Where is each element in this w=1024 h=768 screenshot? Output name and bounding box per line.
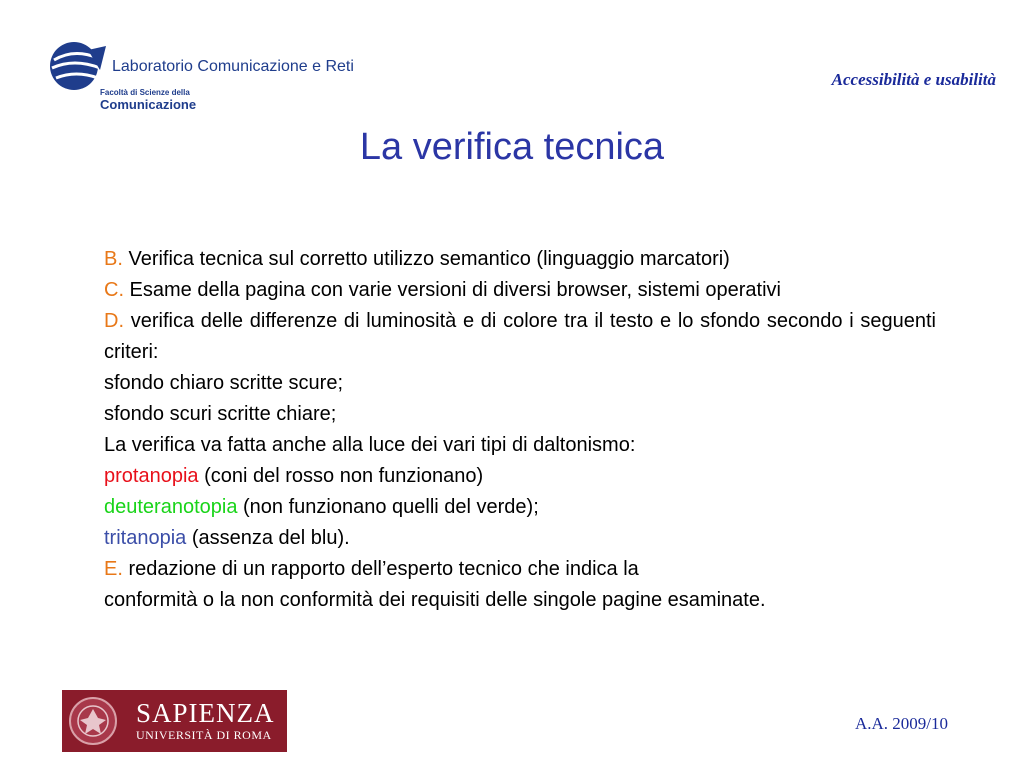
slide-content: [104, 244, 936, 616]
tritanopia-line: [104, 523, 936, 554]
academic-year: A.A. 2009/10: [854, 714, 948, 733]
item-c: [104, 275, 936, 306]
protanopia-desc: (coni del rosso non funzionano): [198, 465, 484, 487]
protanopia-line: [104, 461, 936, 492]
item-d: [104, 306, 936, 368]
item-d-letter: D.: [104, 310, 124, 332]
item-d-text: verifica delle differenze di luminosità e di colore tra il testo e lo sfondo secondo i seguenti criteri:: [104, 310, 936, 363]
globe-logo-icon: [48, 40, 106, 92]
item-b: [104, 244, 936, 275]
lab-logo: [48, 40, 448, 120]
protanopia-term: protanopia: [104, 465, 199, 487]
lab-name: Laboratorio Comunicazione e Reti: [112, 58, 354, 75]
deuteranotopia-term: deuteranotopia: [104, 496, 238, 518]
faculty-line2: Comunicazione: [100, 97, 197, 112]
sapienza-seal-icon: [68, 696, 118, 746]
item-e: [104, 554, 936, 585]
deuteranotopia-line: [104, 492, 936, 523]
item-c-letter: C.: [104, 279, 124, 301]
deuteranotopia-desc: (non funzionano quelli del verde);: [237, 496, 539, 518]
faculty-line1: Facoltà di Scienze della: [100, 88, 190, 97]
light-bg-line: sfondo chiaro scritte scure;: [104, 372, 343, 394]
conformity-line: conformità o la non conformità dei requisiti delle singole pagine esaminate.: [104, 589, 766, 611]
course-title: Accessibilità e usabilità: [831, 70, 996, 89]
item-e-letter: E.: [104, 558, 123, 580]
item-b-letter: B.: [104, 248, 123, 270]
item-c-text: Esame della pagina con varie versioni di diversi browser, sistemi operativi: [124, 279, 781, 301]
dark-bg-line: sfondo scuri scritte chiare;: [104, 403, 337, 425]
sapienza-name: SAPIENZA: [136, 698, 275, 728]
sapienza-subtitle: UNIVERSITÀ DI ROMA: [136, 728, 272, 742]
item-b-text: Verifica tecnica sul corretto utilizzo semantico (linguaggio marcatori): [122, 248, 730, 270]
slide-title: La verifica tecnica: [359, 126, 665, 168]
tritanopia-term: tritanopia: [104, 527, 187, 549]
tritanopia-desc: (assenza del blu).: [186, 527, 350, 549]
item-e-text: redazione di un rapporto dell’esperto tecnico che indica la: [122, 558, 639, 580]
daltonism-line: La verifica va fatta anche alla luce dei vari tipi di daltonismo:: [104, 434, 636, 456]
sapienza-logo: [62, 690, 287, 752]
faculty-name: [100, 88, 196, 112]
